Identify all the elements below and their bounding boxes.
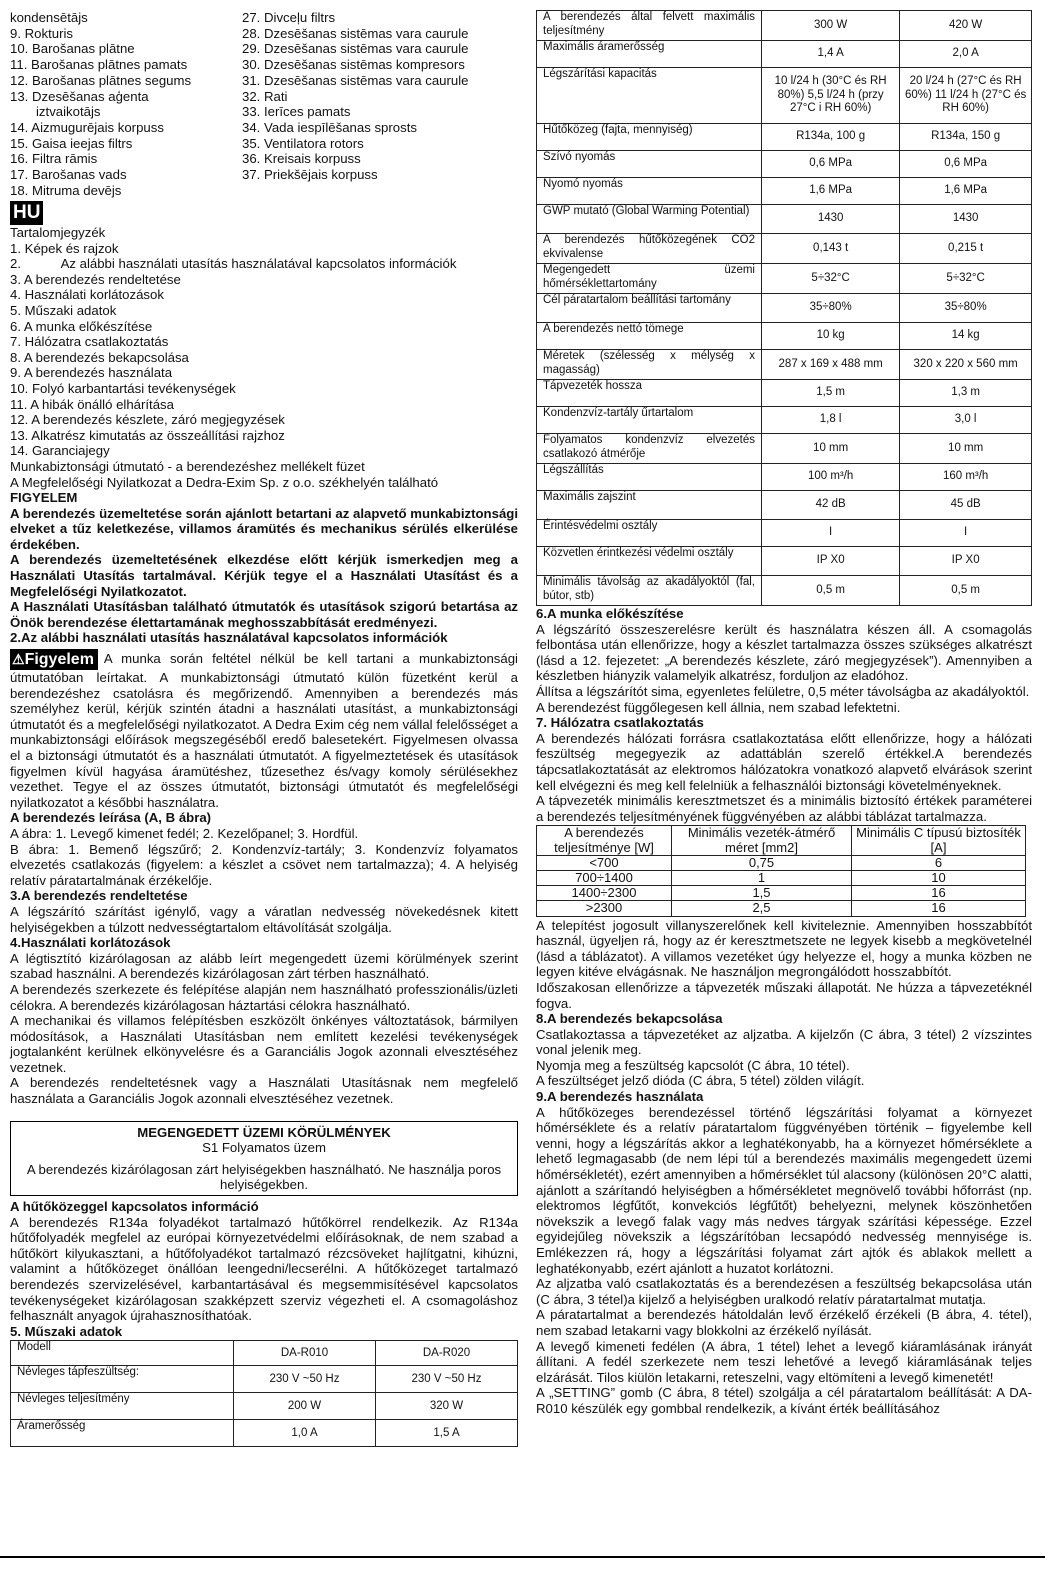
part-item: iztvaikotājs [36, 104, 101, 120]
warning-title: FIGYELEM [10, 490, 78, 506]
parts-list-col-b [242, 10, 512, 183]
paragraph: A légszárító szárítást igénylő, vagy a váratlan nedvesség növekedésnek kitett helyiségekben a túlzott nedvességtartalom eltávolítását szolgálja. [10, 903, 518, 935]
section-title: 6.A munka előkészítése [536, 606, 684, 621]
table-row [537, 264, 1032, 294]
table-header-row [537, 826, 1026, 855]
part-item: 10. Barošanas plātne [10, 41, 135, 57]
section-title: 9.A berendezés használata [536, 1089, 704, 1105]
table-cell: A berendezés hűtőközegének CO2 ekvivalense [537, 234, 762, 264]
table-row [537, 434, 1032, 464]
table-cell: I [900, 520, 1032, 547]
table-cell: IP X0 [762, 547, 900, 576]
warning-text: A berendezés üzemeltetésének elkezdése előtt kérjük ismerkedjen meg a Használati Utasítás tartalmával. Kérjük tegye el a Használati Utasítást és a Megfelelőségi Nyilatkozatot. [10, 552, 518, 599]
table-cell: Áramerősség [11, 1420, 234, 1447]
toc-item: 6. A munka előkészítése [10, 318, 153, 334]
table-cell: 6 [852, 855, 1026, 870]
table-cell: 1,8 l [762, 407, 900, 434]
paragraph: Csatlakoztassa a tápvezetéket az aljzatba. A kijelzőn (C ábra, 3 tétel) 2 vízszintes vonal jelenik meg. [536, 1026, 1032, 1058]
table-cell: 0,5 m [762, 576, 900, 606]
table-cell: 14 kg [900, 323, 1032, 350]
table-cell: 16 [852, 886, 1026, 901]
table-cell: Kondenzvíz-tartály űrtartalom [537, 407, 762, 434]
part-item: 29. Dzesēšanas sistēmas vara caurule [242, 41, 469, 57]
table-cell: GWP mutató (Global Warming Potential) [537, 205, 762, 234]
table-cell: 0,215 t [900, 234, 1032, 264]
table-cell: 1,3 m [900, 380, 1032, 407]
table-row [11, 1420, 518, 1447]
toc-item: 12. A berendezés készlete, záró megjegyzések [10, 412, 285, 428]
spec-table-left [10, 1340, 518, 1447]
toc-item: 10. Folyó karbantartási tevékenységek [10, 380, 236, 396]
table-of-contents [10, 241, 518, 459]
table-row [537, 124, 1032, 151]
part-item: 28. Dzesēšanas sistēmas vara caurule [242, 25, 469, 41]
table-cell: Érintésvédelmi osztály [537, 520, 762, 547]
toc-item: 14. Garanciajegy [10, 443, 110, 459]
part-item: 34. Vada iespīlēšanas sprosts [242, 119, 417, 135]
part-item: 13. Dzesēšanas aģenta [10, 88, 149, 104]
table-header-cell: Minimális vezeték-átmérő méret [mm2] [672, 826, 852, 855]
table-row [537, 380, 1032, 407]
table-row [537, 901, 1026, 916]
paragraph: A feszültséget jelző dióda (C ábra, 5 tétel) zölden világít. [536, 1073, 865, 1089]
table-row [537, 151, 1032, 178]
paragraph: Nyomja meg a feszültség kapcsolót (C ábra, 10 tétel). [536, 1057, 850, 1073]
paragraph: A berendezést függőlegesen kell állnia, nem szabad lefektetni. [536, 699, 901, 715]
paragraph: A mechanikai és villamos felépítésben eszközölt önkényes változtatások, bármilyen módosítások, a Használati Utasításban nem említett kezelési tevékenységek jogtalanként kerülnek elkönyvelésre és a Garanciális Jogok azonnali elvesztéséhez vezetnek. [10, 1013, 518, 1075]
section-title: 7. Hálózatra csatlakoztatás [536, 715, 704, 731]
table-cell: Nyomó nyomás [537, 178, 762, 205]
table-cell: 16 [852, 901, 1026, 916]
paragraph: A légtisztító kizárólagosan az alább leírt megengedett üzemi körülmények szerint szabad használni. A berendezés kizárólagosan zárt térben használható. [10, 950, 518, 982]
part-item: 33. Ierīces pamats [242, 104, 351, 120]
table-row [537, 294, 1032, 323]
table-cell: DA-R010 [234, 1341, 376, 1366]
right-column [536, 10, 1032, 1417]
section-title: 2.Az alábbi használati utasítás használatával kapcsolatos információk [10, 630, 448, 646]
table-row [537, 178, 1032, 205]
paragraph: B ábra: 1. Bemenő légszűrő; 2. Kondenzvíz-tartály; 3. Kondenzvíz folyamatos elvezetés csatlakozás (figyelem: a készlet a csövet nem tartalmazza); 4. A helyiség relatív páratartalmának érzékelője. [10, 841, 518, 888]
table-cell: Megengedett üzemi hőmérséklettartomány [537, 264, 762, 294]
table-cell: Maximális áramerősség [537, 41, 762, 68]
part-item: 14. Aizmugurējais korpuss [10, 119, 164, 135]
table-cell: 1,0 A [234, 1420, 376, 1447]
table-cell: 10 kg [762, 323, 900, 350]
warning-badge [10, 649, 98, 670]
box-title: MEGENGEDETT ÜZEMI KÖRÜLMÉNYEK [137, 1124, 391, 1140]
part-item: 17. Barošanas vads [10, 167, 127, 183]
table-cell: 0,6 MPa [900, 151, 1032, 178]
table-cell: 2,5 [672, 901, 852, 916]
table-cell: 10 mm [762, 434, 900, 464]
table-cell: Névleges teljesítmény [11, 1393, 234, 1420]
table-cell: Tápvezeték hossza [537, 380, 762, 407]
footer-rule [0, 1556, 1045, 1558]
part-item: 32. Rati [242, 88, 288, 104]
table-cell: A berendezés nettó tömege [537, 323, 762, 350]
paragraph: A berendezés R134a folyadékot tartalmazó hűtőkörrel rendelkezik. Az R134a hűtőfolyadék megfelel az európai környezetvédelmi előírásoknak, de nem szabad a hűtőkört kilyukasztani, a hűtőfolyadékot tartalmazó rézcsöveket hajlítgatni, kihúzni, valamint a hűtőközeget önállóan leengedni/lecserélni. A hűtőközeget tartalmazó berendezés szervizelésével, karbantartásával és megsemmisítésével kapcsolatos tevékenységeket kizárólagosan szakképzett szerviz végezheti el. A csomagoláshoz felhasznált anyagok újrahasznosíthatóak. [10, 1214, 518, 1324]
table-cell: Méretek (szélesség x mélység x magasság) [537, 350, 762, 380]
toc-item: 4. Használati korlátozások [10, 287, 164, 303]
warning-triangle-icon: ⚠ [12, 651, 25, 668]
paragraph: Az aljzatba való csatlakoztatás és a berendezésen a feszültség bekapcsolása után (C ábra, 3 tétel)a kijelző a helyiségben uralkodó relatív páratartalmat mutatja. [536, 1276, 1032, 1307]
table-cell: 0,6 MPa [762, 151, 900, 178]
table-cell: Légszárítási kapacitás [537, 68, 762, 124]
toc-item: 9. A berendezés használata [10, 365, 173, 381]
table-cell: <700 [537, 855, 672, 870]
box-subtitle: S1 Folyamatos üzem [202, 1140, 326, 1156]
table-cell: R134a, 150 g [900, 124, 1032, 151]
table-row [537, 11, 1032, 41]
section-title: 5. Műszaki adatok [10, 1323, 123, 1339]
paragraph: A hűtőközeges berendezéssel történő légszárítási folyamat a környezet hőmérséklete és a relatív páratartalom függvényében történik – figyelembe kell venni, hogy a légszárítás akkor a leghatékonyabb, ha a környezet hőmérséklete a lehető legmagasabb (de nem lépi túl a berendezés maximális megengedett üzemi hőmérsékletét), ezért amennyiben a hőmérséklet túl alacsony (különösen 20°C alatti, ajánlott a szárítandó helyiségben a hőmérsékletet megnövelő további hőforrást (np. elektromos légfűtőt, konvekciós légfűtőt) behelyezni, melynek köszönhetően növekszik a levegő falak vagy más nedves tárgyak szárítási képessége. Ezzel egyidejűleg növekszik a légszárítóban lecsapódó nedvesség mennyisége is. Emlékezzen rá, hogy a légszárítási folyamat zárt ajtók és ablakok mellett a leghatékonyabb, ezért ajánlott a huzatot korlátozni. [536, 1104, 1032, 1276]
table-cell: Minimális távolság az akadályoktól (fal, bútor, stb) [537, 576, 762, 606]
part-item: kondensētājs [10, 10, 88, 25]
table-cell: 0,5 m [900, 576, 1032, 606]
table-cell: 160 m³/h [900, 464, 1032, 491]
part-item: 18. Mitruma devējs [10, 182, 122, 198]
table-cell: Hűtőközeg (fajta, mennyiség) [537, 124, 762, 151]
table-row [537, 547, 1032, 576]
table-row [537, 855, 1026, 870]
paragraph: Időszakosan ellenőrizze a tápvezeték műszaki állapotát. Ne húzza a tápvezetéknél fogva. [536, 979, 1032, 1011]
part-item: 36. Kreisais korpuss [242, 151, 361, 167]
left-column [10, 10, 518, 1447]
toc-item: 11. A hibák önálló elhárítása [10, 396, 174, 412]
table-cell: 1,5 [672, 886, 852, 901]
table-row [537, 491, 1032, 520]
table-cell: 420 W [900, 11, 1032, 41]
warning-text: A berendezés üzemeltetése során ajánlott betartani az alapvető munkabiztonsági elveket a tűz keletkezése, villamos áramütés és mechanikus sérülés elkerülése érdekében. [10, 505, 518, 552]
table-cell: >2300 [537, 901, 672, 916]
toc-extra: Munkabiztonsági útmutató - a berendezéshez mellékelt füzet [10, 458, 365, 474]
part-item: 30. Dzesēšanas sistēmas kompresors [242, 57, 465, 73]
table-header-cell: A berendezés teljesítménye [W] [537, 826, 672, 855]
table-cell: 1,6 MPa [762, 178, 900, 205]
table-row [537, 205, 1032, 234]
table-cell: Folyamatos kondenzvíz elvezetés csatlakozó átmérője [537, 434, 762, 464]
toc-item: 5. Műszaki adatok [10, 302, 117, 318]
paragraph: A páratartalmat a berendezés hátoldalán levő érzékelő érzékeli (B ábra, 4. tétel), nem szabad letakarni vagy blokkolni az érzékelő nyílását. [536, 1307, 1032, 1338]
table-cell: 1,6 MPa [900, 178, 1032, 205]
warning-text: A Használati Utasításban található útmutatók és utasítások szigorú betartása az Önök berendezése élettartamának meghosszabbítását eredményezi. [10, 599, 518, 630]
section-title: 4.Használati korlátozások [10, 935, 171, 951]
toc-item: 8. A berendezés bekapcsolása [10, 349, 189, 365]
table-cell: 1430 [900, 205, 1032, 234]
language-badge: HU [10, 201, 43, 225]
section-2-paragraph: A munka során feltétel nélkül be kell tartani a munkabiztonsági útmutatóban leírtakat. A munkabiztonsági útmutató külön füzetként kerül a berendezéshez csatolásra és megőrizendő. Amennyiben a berendezés más személyhez kerül, kérjük szintén átadni a használati utasítást, a munkabiztonsági útmutatót és a megfelelőségi nyilatkozatot. A Dedra Exim cég nem vállal felelősséget a munkabiztonsági előírások megszegéséből eredő balesetekért. Figyelmesen olvassa el a biztonsági útmutatót és a használati útmutatót. A figyelmeztetések és utasítások figyelmen kívül hagyása áramütéshez, tűzesethez és/vagy komoly sérülésekhez vezethet. Tegye el az összes útmutatót, biztonsági útmutatót és megfelelőségi nyilatkozatot a későbbi használatra. [10, 651, 518, 810]
table-cell: Cél páratartalom beállítási tartomány [537, 294, 762, 323]
table-cell: 1,4 A [762, 41, 900, 68]
paragraph: A berendezés rendeltetésnek vagy a Használati Utasításnak nem megfelelő használata a Garanciális Jogok azonnali elvesztéséhez vezetnek. [10, 1075, 518, 1107]
toc-item: 3. A berendezés rendeltetése [10, 271, 181, 287]
table-cell: 35÷80% [900, 294, 1032, 323]
toc-item: 1. Képek és rajzok [10, 240, 119, 256]
toc-extra: A Megfelelőségi Nyilatkozat a Dedra-Exim Sp. z o.o. székhelyén található [10, 474, 439, 490]
operating-conditions-box [10, 1121, 518, 1196]
section-title: 3.A berendezés rendeltetése [10, 888, 188, 904]
table-cell: 700÷1400 [537, 870, 672, 885]
table-row [537, 323, 1032, 350]
table-cell: 10 l/24 h (30°C és RH 80%) 5,5 l/24 h (przy 27°C i RH 60%) [762, 68, 900, 124]
parts-list-latvian [10, 10, 518, 200]
table-cell: Szívó nyomás [537, 151, 762, 178]
table-cell: 45 dB [900, 491, 1032, 520]
table-cell: DA-R020 [376, 1341, 518, 1366]
part-item: 27. Divceļu filtrs [242, 10, 336, 25]
paragraph: A levegő kimeneti fedélen (A ábra, 1 tétel) lehet a levegő kiáramlásának irányát állítani. A fedél szerkezete nem teszi lehetővé a levegő kiáramlásának teljes elzárását. Tilos kiülön letakarni, reteszelni, vagy eltömíteni a levegő kimenetét! [536, 1338, 1032, 1385]
table-header-cell: Minimális C típusú biztosíték [A] [852, 826, 1026, 855]
table-row [537, 234, 1032, 264]
table-cell: 1,5 A [376, 1420, 518, 1447]
table-cell: 2,0 A [900, 41, 1032, 68]
section-title: 8.A berendezés bekapcsolása [536, 1011, 723, 1027]
table-cell: 5÷32°C [762, 264, 900, 294]
table-cell: 1400÷2300 [537, 886, 672, 901]
table-row [537, 350, 1032, 380]
table-cell: 1430 [762, 205, 900, 234]
table-row [537, 576, 1032, 606]
warning-badge-label: Figyelem [24, 651, 94, 669]
table-cell: 1,5 m [762, 380, 900, 407]
table-cell: Névleges tápfeszültség: [11, 1366, 234, 1393]
toc-item: 13. Alkatrész kimutatás az összeállítási rajzhoz [10, 427, 285, 443]
table-row [537, 407, 1032, 434]
table-cell: 5÷32°C [900, 264, 1032, 294]
toc-title: Tartalomjegyzék [10, 225, 106, 240]
table-row [537, 68, 1032, 124]
table-cell: 320 x 220 x 560 mm [900, 350, 1032, 380]
table-cell: 287 x 169 x 488 mm [762, 350, 900, 380]
table-cell: 42 dB [762, 491, 900, 520]
table-cell: 10 mm [900, 434, 1032, 464]
table-row [11, 1341, 518, 1366]
part-item: 37. Priekšējais korpuss [242, 167, 378, 183]
part-item: 35. Ventilatora rotors [242, 135, 364, 151]
table-cell: 300 W [762, 11, 900, 41]
table-cell: 230 V ~50 Hz [376, 1366, 518, 1393]
table-cell: A berendezés által felvett maximális teljesítmény [537, 11, 762, 41]
table-row [11, 1393, 518, 1420]
table-cell: 0,75 [672, 855, 852, 870]
spec-table-right [536, 10, 1032, 606]
paragraph: A „SETTING” gomb (C ábra, 8 tétel) szolgálja a cél páratartalom beállítását: A DA-R010 készülék egy gombbal rendelkezik, a kívánt érték beállításához [536, 1385, 1032, 1416]
paragraph: A telepítést jogosult villanyszerelőnek kell kiviteleznie. Amennyiben hosszabbítót használ, ügyeljen rá, hogy az ér keresztmetszete ne legyek kisebb a megkövetelnél (lásd a táblázatot). A villamos vezetéket úgy helyezze el, hogy a munka közben ne legyen kitéve elvágásnak. Ne használjon megrongálódott hosszabbítót. [536, 917, 1032, 980]
toc-item: 2. Az alábbi használati utasítás használatával kapcsolatos információk [10, 256, 457, 272]
table-cell: 10 [852, 870, 1026, 885]
table-row [537, 886, 1026, 901]
part-item: 16. Filtra rāmis [10, 151, 98, 167]
paragraph: A ábra: 1. Levegő kimenet fedél; 2. Kezelőpanel; 3. Hordfül. [10, 825, 359, 841]
table-cell: 200 W [234, 1393, 376, 1420]
table-cell: I [762, 520, 900, 547]
paragraph: A berendezés szerkezete és felépítése alapján nem használható professzionális/üzleti célokra. A berendezés kizárólagosan háztartási célokra használható. [10, 981, 518, 1013]
table-cell: 3,0 l [900, 407, 1032, 434]
section-title: A berendezés leírása (A, B ábra) [10, 810, 212, 826]
table-cell: 100 m³/h [762, 464, 900, 491]
box-text: A berendezés kizárólagosan zárt helyiségekben használható. Ne használja poros helyiségekben. [26, 1161, 502, 1193]
table-row [537, 41, 1032, 68]
table-cell: 35÷80% [762, 294, 900, 323]
table-cell: R134a, 100 g [762, 124, 900, 151]
part-item: 15. Gaisa ieejas filtrs [10, 135, 133, 151]
table-cell: Közvetlen érintkezési védelmi osztály [537, 547, 762, 576]
table-row [11, 1366, 518, 1393]
table-row [537, 520, 1032, 547]
part-item: 31. Dzesēšanas sistēmas vara caurule [242, 72, 469, 88]
paragraph: A légszárító összeszerelésre került és használatra készen áll. A csomagolás felbontása után ellenőrizze, hogy a készlet tartalmazza összes szükséges alkatrészt (lásd a 12. fejezetet: „A berendezés készlete, záró megjegyzések”). Amennyiben a készletben hiányzik valamelyik alkatrész, forduljon az eladóhoz. [536, 621, 1032, 684]
table-cell: 1 [672, 870, 852, 885]
paragraph: A tápvezeték minimális keresztmetszet és a minimális biztosító értékek paraméterei a berendezés teljesítményének függvényében az alábbi táblázat tartalmazza. [536, 793, 1032, 824]
toc-item: 7. Hálózatra csatlakoztatás [10, 334, 169, 350]
paragraph: A berendezés hálózati forrásra csatlakoztatása előtt ellenőrizze, hogy a hálózati feszültség megegyezik az adattáblán szerelő értékkel.A berendezés tápcsatlakoztatását az elektromos hálózatokra vonatkozó alapvető elvárások szerint kell elvégezni és meg kell felelniük a felhasználói biztonsági követelményeknek. [536, 730, 1032, 793]
table-cell: Maximális zajszint [537, 491, 762, 520]
table-cell: Légszállítás [537, 464, 762, 491]
power-cable-table [536, 825, 1026, 916]
paragraph: Állítsa a légszárítót sima, egyenletes felületre, 0,5 méter távolságba az akadályoktól. [536, 683, 1030, 699]
part-item: 11. Barošanas plātnes pamats [10, 57, 188, 73]
part-item: 12. Barošanas plātnes segums [10, 72, 192, 88]
table-cell: 230 V ~50 Hz [234, 1366, 376, 1393]
table-cell: 320 W [376, 1393, 518, 1420]
section-2-text [10, 649, 518, 810]
table-cell: IP X0 [900, 547, 1032, 576]
table-row [537, 464, 1032, 491]
section-title: A hűtőközeggel kapcsolatos információ [10, 1199, 259, 1215]
table-cell: Modell [11, 1341, 234, 1366]
part-item: 9. Rokturis [10, 25, 74, 41]
table-cell: 0,143 t [762, 234, 900, 264]
parts-list-col-a [10, 10, 240, 198]
table-cell: 20 l/24 h (27°C és RH 60%) 11 l/24 h (27°C és RH 60%) [900, 68, 1032, 124]
table-row [537, 870, 1026, 885]
